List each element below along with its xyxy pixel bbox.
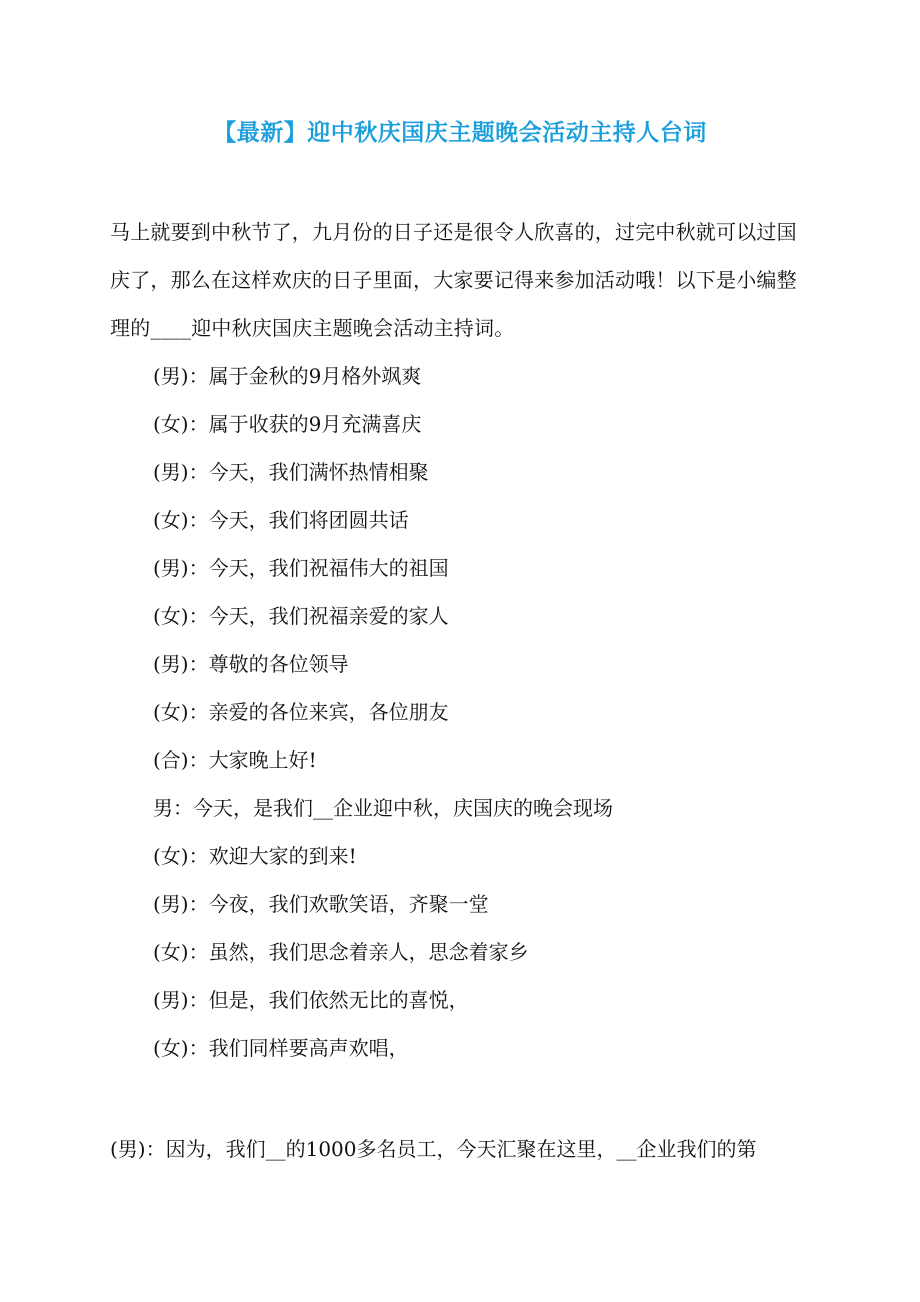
paragraph-line: (男)：因为，我们__的1000多名员工，今天汇聚在这里，__企业我们的第 [110, 1137, 757, 1161]
dialogue-line: (男)：尊敬的各位领导 [153, 652, 349, 676]
dialogue-line: (女)：今天，我们祝福亲爱的家人 [153, 604, 449, 628]
dialogue-line: (女)：属于收获的9月充满喜庆 [153, 412, 422, 436]
intro-paragraph: 马上就要到中秋节了，九月份的日子还是很令人欣喜的，过完中秋就可以过国庆了，那么在这样欢庆的日子里面，大家要记得来参加活动哦！以下是小编整理的____迎中秋庆国庆主题晚会活动主持词。 [110, 220, 797, 340]
dialogue-line: (女)：虽然，我们思念着亲人，思念着家乡 [153, 940, 529, 964]
dialogue-line: (女)：我们同样要高声欢唱， [153, 1036, 409, 1060]
dialogue-line: (女)：欢迎大家的到来! [153, 844, 357, 868]
dialogue-line: (男)：今天，我们满怀热情相聚 [153, 460, 429, 484]
dialogue-line: (男)：属于金秋的9月格外飒爽 [153, 364, 422, 388]
dialogue-line: (合)：大家晚上好! [153, 748, 317, 772]
dialogue-line: (女)：今天，我们将团圆共话 [153, 508, 409, 532]
dialogue-line: (男)：今夜，我们欢歌笑语，齐聚一堂 [153, 892, 489, 916]
dialogue-line: (女)：亲爱的各位来宾，各位朋友 [153, 700, 449, 724]
dialogue-line: 男：今天，是我们__企业迎中秋，庆国庆的晚会现场 [153, 796, 613, 820]
dialogue-line: (男)：但是，我们依然无比的喜悦， [153, 988, 469, 1012]
dialogue-line: (男)：今天，我们祝福伟大的祖国 [153, 556, 449, 580]
dialogue-list [153, 352, 613, 1072]
document-title: 【最新】迎中秋庆国庆主题晚会活动主持人台词 [213, 120, 707, 146]
